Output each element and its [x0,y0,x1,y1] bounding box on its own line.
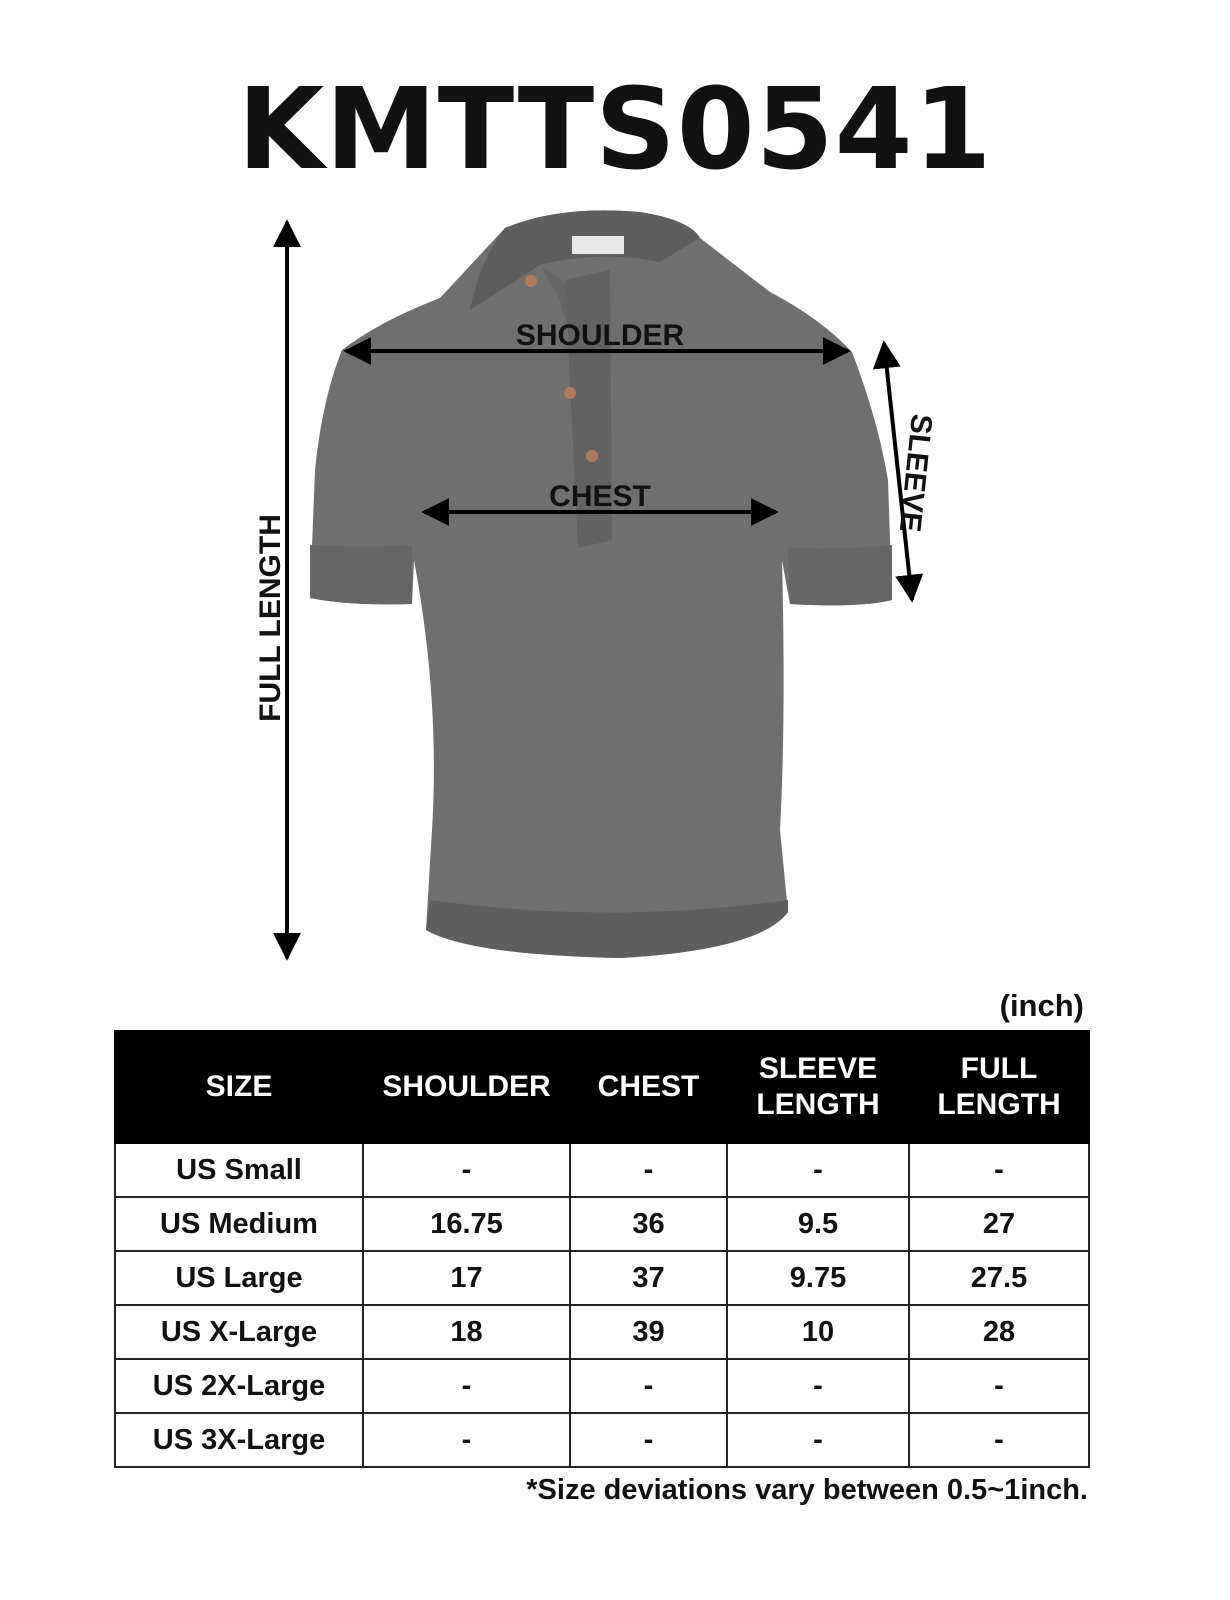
table-cell: 17 [363,1251,570,1305]
table-row [115,1143,1089,1197]
table-cell: 39 [570,1305,727,1359]
full-length-label: FULL LENGTH [254,514,287,722]
table-cell: - [727,1359,909,1413]
shoulder-label: SHOULDER [515,319,685,352]
table-cell: 16.75 [363,1197,570,1251]
table-cell: 10 [727,1305,909,1359]
table-header-row [115,1031,1089,1143]
chest-label: CHEST [549,480,651,513]
table-cell: - [570,1143,727,1197]
table-row [115,1251,1089,1305]
size-chart-table [114,1030,1090,1468]
table-cell: - [363,1143,570,1197]
table-cell: 18 [363,1305,570,1359]
table-cell: - [363,1359,570,1413]
table-cell: 27 [909,1197,1089,1251]
header-sleeve-length: SLEEVE LENGTH [727,1031,909,1143]
table-cell: US Medium [115,1197,363,1251]
table-row [115,1413,1089,1467]
table-cell: US X-Large [115,1305,363,1359]
table-cell: - [570,1359,727,1413]
header-size: SIZE [115,1031,363,1143]
table-cell: - [727,1143,909,1197]
shirt-button [525,275,537,287]
sleeve-label: SLEEVE [892,412,939,534]
table-cell: - [727,1413,909,1467]
product-code-title: KMTTS0541 [237,65,993,195]
table-cell: 37 [570,1251,727,1305]
table-cell: 9.5 [727,1197,909,1251]
unit-label: (inch) [999,988,1084,1023]
shirt-button [586,450,598,462]
table-row [115,1197,1089,1251]
table-cell: - [570,1413,727,1467]
table-row [115,1305,1089,1359]
table-cell: 27.5 [909,1251,1089,1305]
table-cell: - [909,1143,1089,1197]
table-cell: 9.75 [727,1251,909,1305]
header-shoulder: SHOULDER [363,1031,570,1143]
shirt-button [564,387,576,399]
table-cell: US Small [115,1143,363,1197]
table-cell: 28 [909,1305,1089,1359]
table-cell: US 2X-Large [115,1359,363,1413]
header-full-length: FULL LENGTH [909,1031,1089,1143]
table-row [115,1359,1089,1413]
header-chest: CHEST [570,1031,727,1143]
table-cell: - [909,1359,1089,1413]
table-cell: US Large [115,1251,363,1305]
table-cell: - [909,1413,1089,1467]
size-deviation-note: *Size deviations vary between 0.5~1inch. [526,1474,1088,1506]
table-cell: US 3X-Large [115,1413,363,1467]
table-cell: 36 [570,1197,727,1251]
table-cell: - [363,1413,570,1467]
